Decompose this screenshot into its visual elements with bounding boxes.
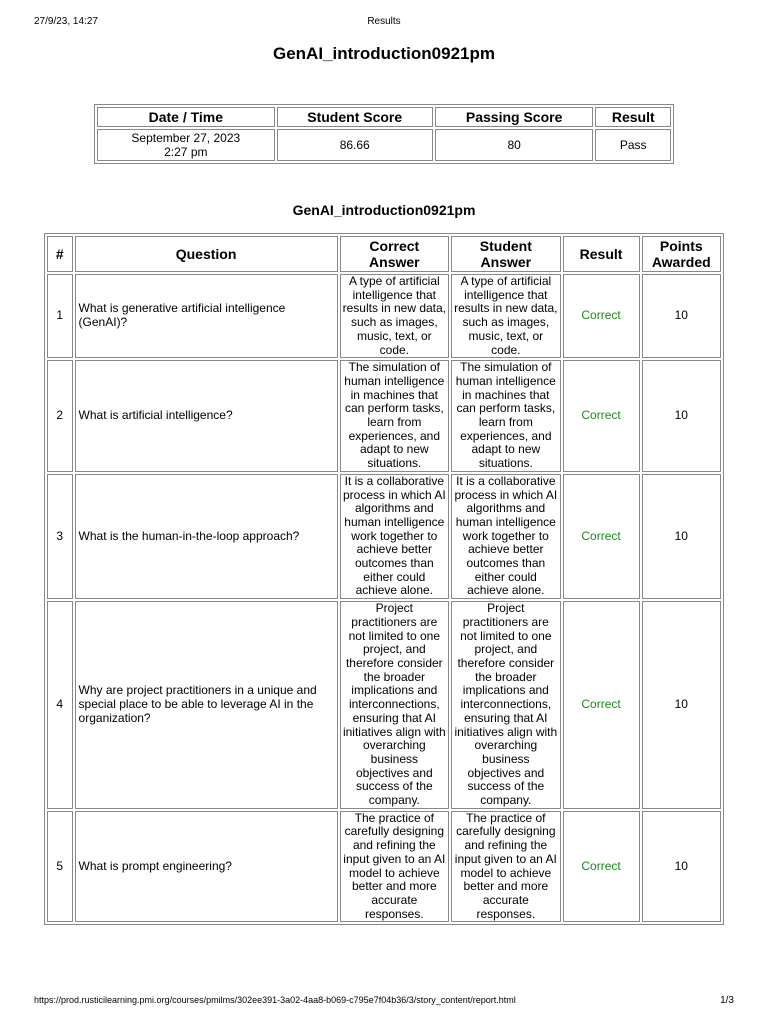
question-number: 3 bbox=[47, 474, 73, 599]
header-correct-line2: Answer bbox=[369, 254, 420, 270]
student-answer: The practice of carefully designing and refining the input given to an AI model to achieve better and more accurate responses. bbox=[451, 811, 561, 923]
header-correct-answer bbox=[340, 236, 450, 272]
question-number: 2 bbox=[47, 360, 73, 472]
questions-header-row bbox=[47, 236, 721, 272]
question-text: What is the human-in-the-loop approach? bbox=[75, 474, 338, 599]
correct-answer: The practice of carefully designing and refining the input given to an AI model to achieve better and more accurate responses. bbox=[340, 811, 450, 923]
question-text: Why are project practitioners in a unique and special place to be able to leverage AI in the organization? bbox=[75, 601, 338, 809]
header-points-awarded bbox=[642, 236, 722, 272]
summary-header-student-score: Student Score bbox=[277, 107, 433, 127]
question-text: What is generative artificial intelligence (GenAI)? bbox=[75, 274, 338, 358]
summary-header-result: Result bbox=[595, 107, 671, 127]
questions-table bbox=[44, 233, 724, 925]
summary-date: September 27, 2023 bbox=[131, 131, 241, 145]
student-answer: The simulation of human intelligence in machines that can perform tasks, learn from experiences, and adapt to new situations. bbox=[451, 360, 561, 472]
correct-answer: It is a collaborative process in which AI algorithms and human intelligence work together to achieve better outcomes than either could achieve alone. bbox=[340, 474, 450, 599]
question-row bbox=[47, 601, 721, 809]
correct-answer: A type of artificial intelligence that results in new data, such as images, music, text, or code. bbox=[340, 274, 450, 358]
summary-result: Pass bbox=[595, 129, 671, 161]
student-answer: A type of artificial intelligence that results in new data, such as images, music, text, or code. bbox=[451, 274, 561, 358]
header-correct-line1: Correct bbox=[369, 238, 420, 254]
summary-student-score: 86.66 bbox=[277, 129, 433, 161]
print-doc-title: Results bbox=[367, 16, 401, 27]
question-row bbox=[47, 474, 721, 599]
print-header bbox=[34, 16, 734, 30]
points-awarded: 10 bbox=[642, 811, 722, 923]
question-text: What is prompt engineering? bbox=[75, 811, 338, 923]
print-url: https://prod.rusticilearning.pmi.org/courses/pmilms/302ee391-3a02-4aa8-b069-c795e7f04b36/3/story_content/report.html bbox=[34, 995, 516, 1005]
header-student-line2: Answer bbox=[480, 254, 532, 270]
question-row bbox=[47, 274, 721, 358]
print-date: 27/9/23, 14:27 bbox=[34, 16, 98, 27]
summary-table bbox=[94, 104, 674, 164]
summary-header-date: Date / Time bbox=[97, 107, 275, 127]
question-number: 1 bbox=[47, 274, 73, 358]
points-awarded: 10 bbox=[642, 360, 722, 472]
header-result: Result bbox=[563, 236, 640, 272]
summary-time: 2:27 pm bbox=[164, 145, 208, 159]
correct-answer: Project practitioners are not limited to one project, and therefore consider the broader implications and interconnections, ensuring that AI initiatives align with overarching business objectives and success of the company. bbox=[340, 601, 450, 809]
points-awarded: 10 bbox=[642, 474, 722, 599]
summary-header-row bbox=[97, 107, 671, 127]
header-student-answer bbox=[451, 236, 561, 272]
correct-answer: The simulation of human intelligence in machines that can perform tasks, learn from experiences, and adapt to new situations. bbox=[340, 360, 450, 472]
header-student-line1: Student bbox=[479, 238, 532, 254]
header-question: Question bbox=[75, 236, 338, 272]
question-result: Correct bbox=[563, 811, 640, 923]
points-awarded: 10 bbox=[642, 601, 722, 809]
page-number: 1/3 bbox=[720, 995, 734, 1006]
summary-row bbox=[97, 129, 671, 161]
question-result: Correct bbox=[563, 601, 640, 809]
question-row bbox=[47, 811, 721, 923]
question-result: Correct bbox=[563, 274, 640, 358]
question-number: 4 bbox=[47, 601, 73, 809]
question-result: Correct bbox=[563, 360, 640, 472]
summary-header-passing-score: Passing Score bbox=[435, 107, 594, 127]
student-answer: Project practitioners are not limited to one project, and therefore consider the broader implications and interconnections, ensuring that AI initiatives align with overarching business objectives and success of the company. bbox=[451, 601, 561, 809]
header-points-line1: Points bbox=[659, 238, 703, 254]
question-row bbox=[47, 360, 721, 472]
question-result: Correct bbox=[563, 474, 640, 599]
points-awarded: 10 bbox=[642, 274, 722, 358]
summary-date-time bbox=[97, 129, 275, 161]
section-title: GenAI_introduction0921pm bbox=[292, 202, 476, 218]
question-number: 5 bbox=[47, 811, 73, 923]
student-answer: It is a collaborative process in which AI algorithms and human intelligence work together to achieve better outcomes than either could achieve alone. bbox=[451, 474, 561, 599]
page-title: GenAI_introduction0921pm bbox=[273, 44, 495, 63]
header-number: # bbox=[47, 236, 73, 272]
header-points-line2: Awarded bbox=[651, 254, 711, 270]
question-text: What is artificial intelligence? bbox=[75, 360, 338, 472]
summary-passing-score: 80 bbox=[435, 129, 594, 161]
